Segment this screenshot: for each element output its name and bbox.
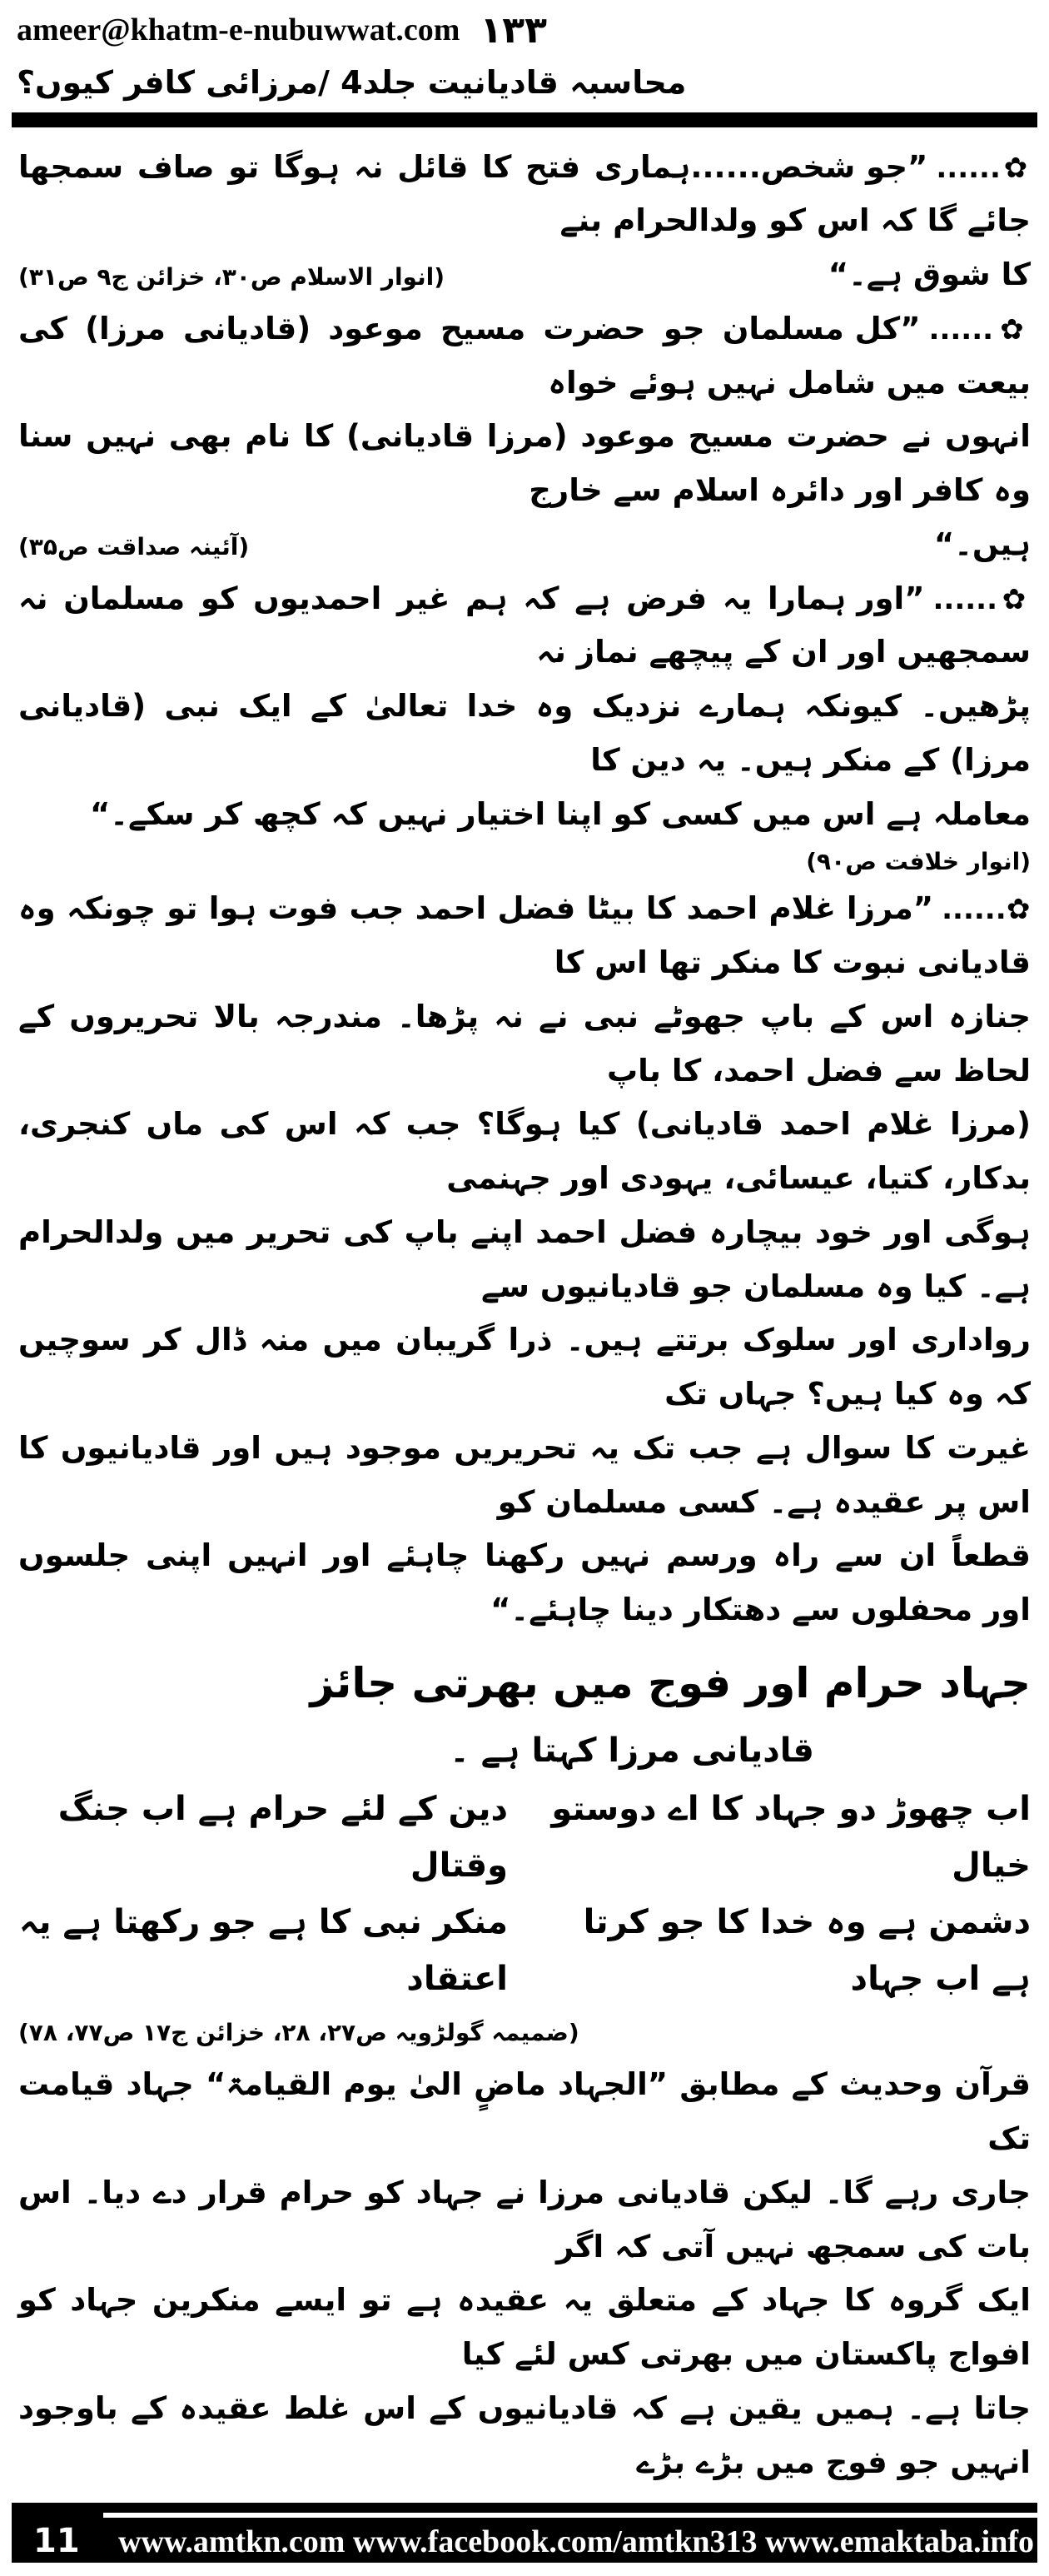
text-line: ایک گروہ کا جہاد کے متعلق یہ عقیدہ ہے تو ایسے منکرین جہاد کو افواج پاکستان میں بھرتی کس لئے کیا <box>18 2282 1031 2373</box>
line-text: ہوگی اور خود بیچارہ فضل احمد اپنے باپ کی تحریر میں ولدالحرام ہے۔ کیا وہ مسلمان جو قادیانیوں سے <box>18 1213 1031 1304</box>
text-line <box>18 680 1031 788</box>
couplet <box>18 1894 1031 2007</box>
line-text: ”مرزا غلام احمد کا بیٹا فضل احمد جب فوت ہوا تو چونکہ وہ قادیانی نبوت کا منکر تھا اس کا <box>18 890 1031 981</box>
text-line <box>18 302 1031 411</box>
footer-rule <box>103 2513 1037 2518</box>
line-text: جنازہ اس کے باپ جھوٹے نبی نے نہ پڑھا۔ مندرجہ بالا تحریروں کے لحاظ سے فضل احمد، کا باپ <box>18 998 1031 1089</box>
text-line <box>18 518 1031 572</box>
header-page-number: ۱۳۳ <box>480 9 548 52</box>
quotes-section <box>18 141 1031 1637</box>
text-line <box>18 1529 1031 1637</box>
flower-bullet-icon: ✿...... <box>932 582 1031 616</box>
reference: (انوار خلافت ص۹۰) <box>806 848 1031 876</box>
line-text: قطعاً ان سے راہ ورسم نہیں رکھنا چاہئے اور انہیں اپنی جلسوں اور محفلوں سے دھتکار دینا چاہئے۔“ <box>18 1537 1031 1628</box>
header-rule <box>12 112 1037 127</box>
footer-page-number: 11 <box>33 2522 80 2561</box>
text-line <box>18 882 1031 990</box>
line-text: (مرزا غلام احمد قادیانی) کیا ہوگا؟ جب کہ اس کی ماں کنجری، بدکار، کتیا، عیسائی، یہودی اور جہنمی <box>18 1106 1031 1197</box>
line-text: ”جو شخص......ہماری فتح کا قائل نہ ہوگا تو صاف سمجھا جائے گا کہ اس کو ولدالحرام بنے <box>18 148 1031 239</box>
couplet-line: دین کے لئے حرام ہے اب جنگ وقتال <box>57 1789 508 1885</box>
text-line: جاتا ہے۔ ہمیں یقین ہے کہ قادیانیوں کے اس غلط عقیدہ کے باوجود انہیں جو فوج میں بڑے بڑے <box>18 2389 1031 2480</box>
text-line <box>18 1313 1031 1422</box>
couplet <box>18 1781 1031 1894</box>
line-text: معاملہ ہے اس میں کسی کو اپنا اختیار نہیں کہ کچھ کر سکے۔“ <box>89 795 1031 832</box>
page-footer <box>12 2503 1037 2563</box>
reference: (آئینہ صداقت ص۳۵) <box>18 532 250 561</box>
couplet-line: منکر نبی کا ہے جو رکھتا ہے یہ اعتقاد <box>19 1902 508 1998</box>
text-line: قرآن وحدیث کے مطابق ”الجہاد ماضٍ الیٰ یوم القیامۃ“ جہاد قیامت تک <box>18 2066 1031 2157</box>
header-left <box>17 7 547 54</box>
text-line <box>18 248 1031 302</box>
footer-urls: www.amtkn.com www.facebook.com/amtkn313 www.emaktaba.info <box>118 2524 1034 2559</box>
reference: (انوار الاسلام ص۳۰، خزائن ج۹ ص۳۱) <box>18 263 445 291</box>
page-header <box>0 0 1049 104</box>
flower-bullet-icon: ✿...... <box>936 151 1032 185</box>
text-line <box>18 1098 1031 1206</box>
text-line <box>18 1422 1031 1530</box>
line-text: انہوں نے حضرت مسیح موعود (مرزا قادیانی) کا نام بھی نہیں سنا وہ کافر اور دائرہ اسلام سے خارج <box>18 418 1031 509</box>
line-text: پڑھیں۔ کیونکہ ہمارے نزدیک وہ خدا تعالیٰ کے ایک نبی (قادیانی مرزا) کے منکر ہیں۔ یہ دین کا <box>18 688 1031 778</box>
line-text: غیرت کا سوال ہے جب تک یہ تحریریں موجود ہیں اور قادیانیوں کا اس پر عقیدہ ہے۔ کسی مسلمان کو <box>18 1429 1031 1520</box>
line-text: ”کل مسلمان جو حضرت مسیح موعود (قادیانی مرزا) کی بیعت میں شامل نہیں ہوئے خواہ <box>18 310 1031 401</box>
header-title: محاسبہ قادیانیت جلد4 /مرزائی کافر کیوں؟ <box>17 64 687 102</box>
header-email: ameer@khatm-e-nubuwwat.com <box>17 12 460 47</box>
couplet-reference: (ضمیمہ گولڑویہ ص۲۷، ۲۸، خزائن ج۱۷ ص۷۷، ۷۸) <box>18 2018 579 2046</box>
couplet-line: اب چھوڑ دو جہاد کا اے دوستو خیال <box>551 1789 1031 1885</box>
flower-bullet-icon: ✿...... <box>928 312 1031 346</box>
couplet-line: دشمن ہے وہ خدا کا جو کرتا ہے اب جہاد <box>583 1902 1031 1998</box>
page-body <box>18 141 1031 2490</box>
text-line <box>18 788 1031 883</box>
text-line <box>18 410 1031 518</box>
paragraph <box>18 2058 1031 2489</box>
line-text: کا شوق ہے۔“ <box>828 257 1031 293</box>
text-line <box>18 990 1031 1099</box>
line-text: ہیں۔“ <box>933 526 1031 562</box>
text-line: جاری رہے گا۔ لیکن قادیانی مرزا نے جہاد کو حرام قرار دے دیا۔ اس بات کی سمجھ نہیں آتی کہ اگر <box>18 2174 1031 2265</box>
flower-bullet-icon: ✿...... <box>942 893 1031 927</box>
subheading: قادیانی مرزا کہتا ہے ۔ <box>450 1731 814 1770</box>
text-line <box>18 141 1031 249</box>
text-line <box>18 1206 1031 1314</box>
section-heading: جہاد حرام اور فوج میں بھرتی جائز <box>310 1658 1031 1707</box>
line-text: رواداری اور سلوک برتتے ہیں۔ ذرا گریبان میں منہ ڈال کر سوچیں کہ وہ کیا ہیں؟ جہاں تک <box>18 1322 1031 1413</box>
line-text: ”اور ہمارا یہ فرض ہے کہ ہم غیر احمدیوں کو مسلمان نہ سمجھیں اور ان کے پیچھے نماز نہ <box>18 580 1031 670</box>
text-line <box>18 572 1031 680</box>
